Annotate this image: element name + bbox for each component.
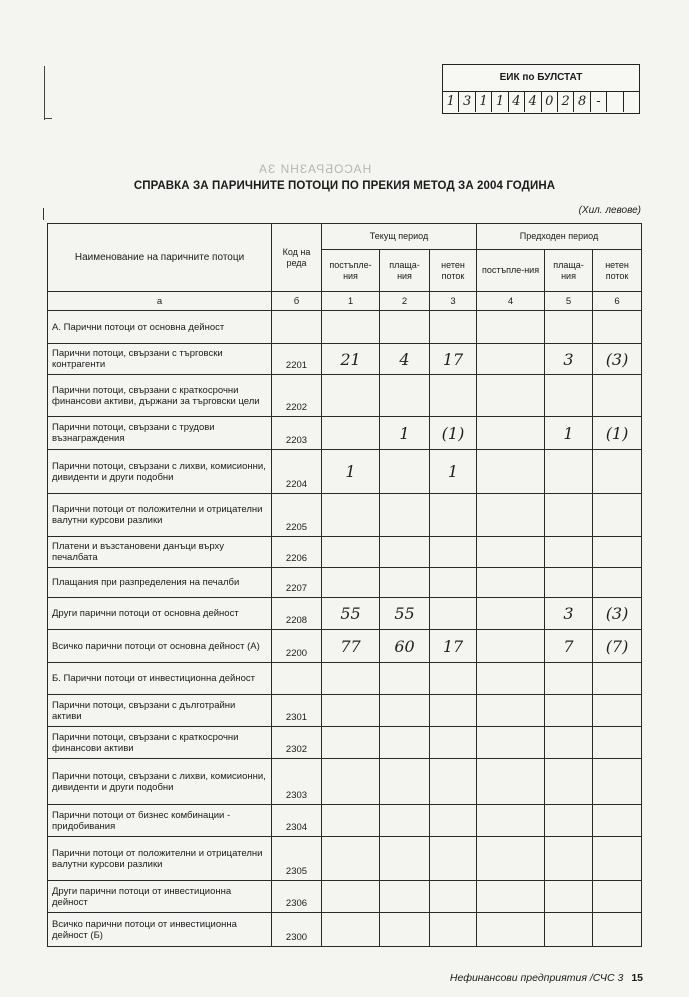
value-cell-c4 xyxy=(477,344,545,375)
value-cell-c4 xyxy=(477,837,545,881)
page-number: 15 xyxy=(631,972,643,984)
value-cell-c2 xyxy=(380,494,430,537)
row-code: 2303 xyxy=(272,759,322,805)
value-cell-c3: 17 xyxy=(430,630,477,663)
row-code: 2205 xyxy=(272,494,322,537)
value-cell-c5: 3 xyxy=(545,344,593,375)
table-row xyxy=(48,311,642,344)
row-code: 2300 xyxy=(272,913,322,947)
value-cell-c5 xyxy=(545,663,593,695)
row-code: 2301 xyxy=(272,695,322,727)
value-cell-c6: (7) xyxy=(593,630,642,663)
value-cell-c4 xyxy=(477,913,545,947)
value-cell-c5: 3 xyxy=(545,598,593,630)
header-payments-current: плаща-ния xyxy=(380,250,430,292)
row-name: Платени и възстановени данъци върху печалбата xyxy=(48,537,272,568)
value-cell-c4 xyxy=(477,311,545,344)
row-name: Парични потоци, свързани с дълготрайни активи xyxy=(48,695,272,727)
value-cell-c4 xyxy=(477,568,545,598)
value-cell-c5 xyxy=(545,375,593,417)
value-cell-c6 xyxy=(593,663,642,695)
row-code: 2305 xyxy=(272,837,322,881)
value-cell-c6: (3) xyxy=(593,598,642,630)
row-name: Парични потоци от положителни и отрицателни валутни курсови разлики xyxy=(48,837,272,881)
table-row xyxy=(48,598,642,630)
value-cell-c6 xyxy=(593,695,642,727)
value-cell-c4 xyxy=(477,759,545,805)
col-num: 1 xyxy=(322,292,380,311)
value-cell-c1 xyxy=(322,727,380,759)
header-net-previous: нетен поток xyxy=(593,250,642,292)
row-code: 2207 xyxy=(272,568,322,598)
value-cell-c3 xyxy=(430,537,477,568)
eik-digit-cell: - xyxy=(591,92,607,112)
header-previous-period: Предходен период xyxy=(477,224,642,250)
value-cell-c1 xyxy=(322,311,380,344)
value-cell-c2: 1 xyxy=(380,417,430,450)
eik-digit-cell: 8 xyxy=(574,92,590,112)
row-code: 2302 xyxy=(272,727,322,759)
eik-digits xyxy=(443,92,639,112)
table-row xyxy=(48,537,642,568)
value-cell-c2: 60 xyxy=(380,630,430,663)
value-cell-c3 xyxy=(430,837,477,881)
col-num: 4 xyxy=(477,292,545,311)
value-cell-c2: 4 xyxy=(380,344,430,375)
value-cell-c2 xyxy=(380,375,430,417)
value-cell-c1 xyxy=(322,375,380,417)
value-cell-c6 xyxy=(593,805,642,837)
value-cell-c5 xyxy=(545,727,593,759)
value-cell-c4 xyxy=(477,598,545,630)
value-cell-c1 xyxy=(322,663,380,695)
eik-digit-cell: 0 xyxy=(542,92,558,112)
value-cell-c5 xyxy=(545,759,593,805)
value-cell-c4 xyxy=(477,494,545,537)
value-cell-c2 xyxy=(380,568,430,598)
value-cell-c5 xyxy=(545,311,593,344)
row-code: 2304 xyxy=(272,805,322,837)
value-cell-c4 xyxy=(477,537,545,568)
eik-box xyxy=(442,64,640,114)
value-cell-c4 xyxy=(477,727,545,759)
table-row xyxy=(48,375,642,417)
header-current-period: Текущ период xyxy=(322,224,477,250)
row-name: Парични потоци, свързани с търговски контрагенти xyxy=(48,344,272,375)
value-cell-c2 xyxy=(380,881,430,913)
value-cell-c6 xyxy=(593,913,642,947)
eik-label: ЕИК по БУЛСТАТ xyxy=(443,65,639,92)
value-cell-c5 xyxy=(545,805,593,837)
value-cell-c1 xyxy=(322,881,380,913)
eik-digit-cell: 1 xyxy=(492,92,508,112)
col-num: 3 xyxy=(430,292,477,311)
eik-digit-cell xyxy=(607,92,623,112)
value-cell-c5 xyxy=(545,881,593,913)
value-cell-c1: 21 xyxy=(322,344,380,375)
value-cell-c4 xyxy=(477,881,545,913)
row-name: Други парични потоци от основна дейност xyxy=(48,598,272,630)
value-cell-c3 xyxy=(430,727,477,759)
row-code: 2208 xyxy=(272,598,322,630)
value-cell-c6 xyxy=(593,311,642,344)
row-code: 2306 xyxy=(272,881,322,913)
value-cell-c6 xyxy=(593,537,642,568)
value-cell-c2 xyxy=(380,727,430,759)
value-cell-c6 xyxy=(593,450,642,494)
value-cell-c1 xyxy=(322,805,380,837)
value-cell-c6 xyxy=(593,568,642,598)
value-cell-c3 xyxy=(430,568,477,598)
value-cell-c3 xyxy=(430,759,477,805)
value-cell-c6 xyxy=(593,881,642,913)
row-name: Други парични потоци от инвестиционна дейност xyxy=(48,881,272,913)
table-row xyxy=(48,568,642,598)
table-row xyxy=(48,837,642,881)
table-row xyxy=(48,344,642,375)
table-row xyxy=(48,663,642,695)
row-code: 2206 xyxy=(272,537,322,568)
col-num: а xyxy=(48,292,272,311)
table-row xyxy=(48,494,642,537)
value-cell-c2 xyxy=(380,805,430,837)
corner-mark xyxy=(44,66,45,120)
table-row xyxy=(48,630,642,663)
header-net-current: нетен поток xyxy=(430,250,477,292)
table-row xyxy=(48,759,642,805)
value-cell-c3 xyxy=(430,805,477,837)
header-inflow-previous: постъпле-ния xyxy=(477,250,545,292)
row-code: 2201 xyxy=(272,344,322,375)
value-cell-c3 xyxy=(430,375,477,417)
value-cell-c4 xyxy=(477,450,545,494)
footer-text: Нефинансови предприятия /СЧС 3 xyxy=(449,972,624,984)
table-row xyxy=(48,417,642,450)
eik-digit-cell xyxy=(624,92,639,112)
page-footer xyxy=(450,972,643,984)
value-cell-c6 xyxy=(593,837,642,881)
value-cell-c2 xyxy=(380,663,430,695)
eik-digit-cell: 1 xyxy=(476,92,492,112)
value-cell-c4 xyxy=(477,375,545,417)
value-cell-c5 xyxy=(545,568,593,598)
row-name: Парични потоци, свързани с трудови възнаграждения xyxy=(48,417,272,450)
column-number-row xyxy=(48,292,642,311)
cash-flow-table xyxy=(47,223,642,947)
value-cell-c1 xyxy=(322,759,380,805)
eik-digit-cell: 3 xyxy=(459,92,475,112)
value-cell-c1: 77 xyxy=(322,630,380,663)
value-cell-c6: (1) xyxy=(593,417,642,450)
value-cell-c1 xyxy=(322,837,380,881)
value-cell-c1 xyxy=(322,537,380,568)
unit-label: (Хил. левове) xyxy=(578,205,641,216)
value-cell-c2 xyxy=(380,695,430,727)
value-cell-c5 xyxy=(545,837,593,881)
table-row xyxy=(48,450,642,494)
value-cell-c5 xyxy=(545,913,593,947)
row-code: 2200 xyxy=(272,630,322,663)
value-cell-c3 xyxy=(430,695,477,727)
col-num: 2 xyxy=(380,292,430,311)
row-name: Парични потоци, свързани с краткосрочни финансови активи, държани за търговски цели xyxy=(48,375,272,417)
value-cell-c5: 1 xyxy=(545,417,593,450)
row-name: А. Парични потоци от основна дейност xyxy=(48,311,272,344)
value-cell-c6: (3) xyxy=(593,344,642,375)
col-num: 6 xyxy=(593,292,642,311)
eik-digit-cell: 4 xyxy=(509,92,525,112)
table-row xyxy=(48,727,642,759)
value-cell-c2 xyxy=(380,913,430,947)
col-num: б xyxy=(272,292,322,311)
value-cell-c4 xyxy=(477,663,545,695)
row-code: 2204 xyxy=(272,450,322,494)
value-cell-c2 xyxy=(380,759,430,805)
row-name: Парични потоци от положителни и отрицателни валутни курсови разлики xyxy=(48,494,272,537)
value-cell-c1: 55 xyxy=(322,598,380,630)
corner-mark-foot xyxy=(44,118,52,119)
value-cell-c1: 1 xyxy=(322,450,380,494)
faint-stamp-text: НАСОБРАЗНИ ЗА xyxy=(258,162,372,176)
value-cell-c1 xyxy=(322,695,380,727)
row-code: 2202 xyxy=(272,375,322,417)
value-cell-c6 xyxy=(593,759,642,805)
value-cell-c2: 55 xyxy=(380,598,430,630)
corner-mark-table xyxy=(43,208,44,220)
row-name: Плащания при разпределения на печалби xyxy=(48,568,272,598)
row-name: Всичко парични потоци от инвестиционна дейност (Б) xyxy=(48,913,272,947)
value-cell-c1 xyxy=(322,568,380,598)
value-cell-c5 xyxy=(545,695,593,727)
row-name: Б. Парични потоци от инвестиционна дейност xyxy=(48,663,272,695)
row-code: 2203 xyxy=(272,417,322,450)
header-name: Наименование на паричните потоци xyxy=(48,224,272,292)
row-name: Парични потоци, свързани с краткосрочни финансови активи xyxy=(48,727,272,759)
value-cell-c3: 1 xyxy=(430,450,477,494)
row-name: Парични потоци, свързани с лихви, комисионни, дивиденти и други подобни xyxy=(48,450,272,494)
value-cell-c5: 7 xyxy=(545,630,593,663)
eik-digit-cell: 4 xyxy=(525,92,541,112)
row-name: Парични потоци от бизнес комбинации - придобивания xyxy=(48,805,272,837)
table-row xyxy=(48,913,642,947)
value-cell-c3 xyxy=(430,311,477,344)
row-code xyxy=(272,663,322,695)
value-cell-c3 xyxy=(430,663,477,695)
header-code: Код на реда xyxy=(272,224,322,292)
row-name: Всичко парични потоци от основна дейност (А) xyxy=(48,630,272,663)
row-code xyxy=(272,311,322,344)
value-cell-c3: 17 xyxy=(430,344,477,375)
value-cell-c4 xyxy=(477,805,545,837)
value-cell-c2 xyxy=(380,537,430,568)
value-cell-c6 xyxy=(593,727,642,759)
header-payments-previous: плаща-ния xyxy=(545,250,593,292)
value-cell-c3 xyxy=(430,598,477,630)
value-cell-c2 xyxy=(380,837,430,881)
row-name: Парични потоци, свързани с лихви, комисионни, дивиденти и други подобни xyxy=(48,759,272,805)
value-cell-c2 xyxy=(380,311,430,344)
table-row xyxy=(48,805,642,837)
value-cell-c6 xyxy=(593,375,642,417)
table-row xyxy=(48,695,642,727)
value-cell-c3 xyxy=(430,881,477,913)
value-cell-c1 xyxy=(322,913,380,947)
table-row xyxy=(48,881,642,913)
value-cell-c5 xyxy=(545,494,593,537)
eik-digit-cell: 2 xyxy=(558,92,574,112)
value-cell-c6 xyxy=(593,494,642,537)
value-cell-c3 xyxy=(430,913,477,947)
value-cell-c4 xyxy=(477,417,545,450)
value-cell-c5 xyxy=(545,537,593,568)
header-inflow-current: постъпле-ния xyxy=(322,250,380,292)
col-num: 5 xyxy=(545,292,593,311)
eik-digit-cell: 1 xyxy=(443,92,459,112)
value-cell-c3 xyxy=(430,494,477,537)
page-title: СПРАВКА ЗА ПАРИЧНИТЕ ПОТОЦИ ПО ПРЕКИЯ МЕТОД ЗА 2004 ГОДИНА xyxy=(133,180,556,192)
value-cell-c2 xyxy=(380,450,430,494)
value-cell-c1 xyxy=(322,494,380,537)
value-cell-c4 xyxy=(477,630,545,663)
value-cell-c4 xyxy=(477,695,545,727)
value-cell-c5 xyxy=(545,450,593,494)
value-cell-c3: (1) xyxy=(430,417,477,450)
value-cell-c1 xyxy=(322,417,380,450)
